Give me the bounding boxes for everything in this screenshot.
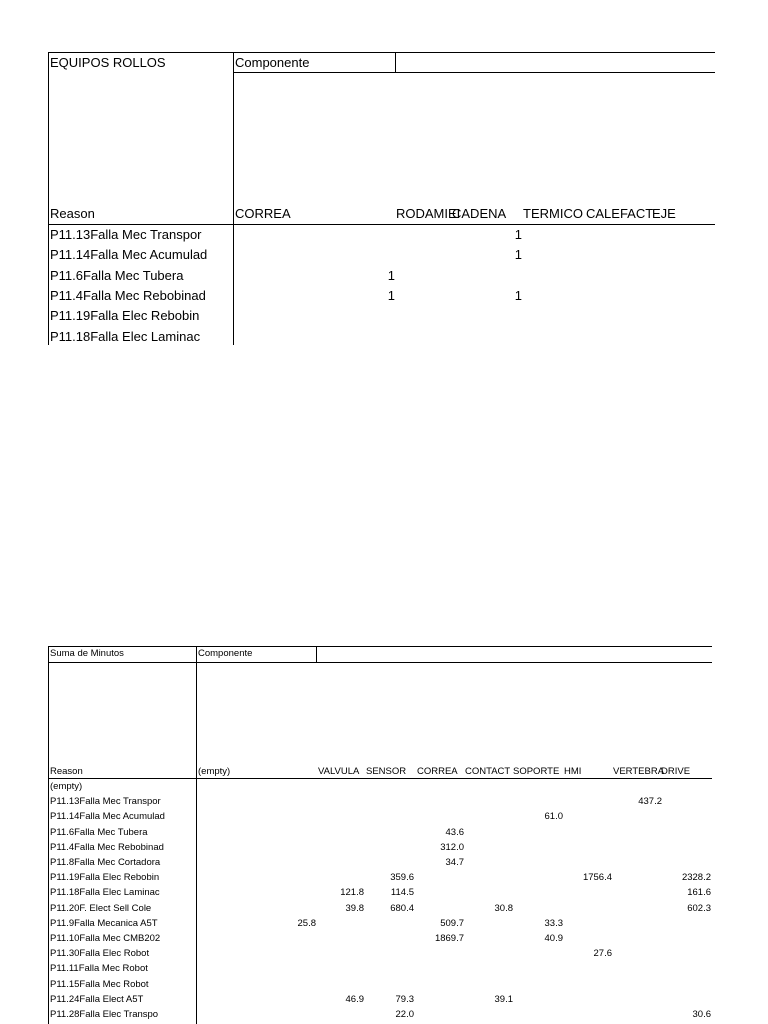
value-cell: 1 [387,287,395,303]
row-label: P11.18Falla Elec Laminac [50,328,201,344]
column-header: TERMICO [523,206,583,221]
column-field-label: Componente [235,55,310,70]
table-top-border [48,646,712,647]
value-cell: 602.3 [687,902,711,914]
column-header: (empty) [198,766,231,777]
value-cell: 2328.2 [681,872,711,884]
row-label-divider [196,646,197,1024]
value-cell: 30.6 [692,1009,711,1020]
value-cell: 437.2 [638,796,662,808]
row-field-label: Reason [50,766,83,777]
row-label: P11.28Falla Elec Transpo [50,1009,159,1020]
column-header: HMI [564,766,582,777]
row-label: P11.11Falla Mec Robot [50,963,148,975]
value-cell: 1 [514,227,522,242]
value-cell: 161.6 [687,887,711,899]
row-label: P11.24Falla Elect A5T [50,993,144,1005]
row-field-label: Reason [50,206,95,221]
row-label: P11.13Falla Mec Transpor [50,227,202,242]
column-header: EJE [652,206,676,221]
value-cell: 509.7 [440,917,464,929]
value-cell: 312.0 [440,841,464,853]
row-header-bottom-border [48,224,715,225]
row-label: P11.6Falla Mec Tubera [50,826,148,838]
column-header: DRIVE [661,766,691,777]
row-label: P11.30Falla Elec Robot [50,948,150,960]
column-header: SOPORTE [513,766,560,777]
header-bottom-border [233,72,715,73]
value-cell: 40.9 [544,933,563,944]
row-label-divider [233,52,234,345]
value-cell: 25.8 [297,917,316,929]
table-top-border [48,52,715,53]
row-label: P11.14Falla Mec Acumulad [50,811,165,823]
value-cell: 22.0 [395,1009,414,1020]
row-label: P11.19Falla Elec Rebobin [50,308,200,324]
value-cell: 34.7 [445,857,464,868]
value-cell: 43.6 [445,826,464,838]
pivot-table-suma-de-minutos [48,646,712,1024]
row-label: P11.19Falla Elec Rebobin [50,872,160,884]
pivot-title: EQUIPOS ROLLOS [50,55,166,70]
column-field-divider [316,646,317,662]
value-cell: 680.4 [390,902,414,914]
value-cell: 46.9 [345,993,364,1005]
row-label: P11.18Falla Elec Laminac [50,887,160,899]
pivot-table-equipos-rollos [48,52,715,345]
column-header: CALEFACT [586,206,654,221]
value-cell: 1 [514,247,522,263]
value-cell: 1869.7 [434,933,464,944]
value-cell: 121.8 [340,887,364,899]
column-field-label: Componente [198,648,253,659]
pivot-title: Suma de Minutos [50,648,124,659]
row-label: P11.20F. Elect Sell Cole [50,902,152,914]
value-cell: 1 [387,267,395,283]
value-cell: 33.3 [544,917,563,929]
header-bottom-border [48,662,712,663]
value-cell: 114.5 [390,887,414,899]
column-header: VERTEBRA [613,766,665,777]
left-border [48,646,49,1024]
column-header: SENSOR [366,766,407,777]
column-header: CONTACT [465,766,511,777]
column-header: VALVULA [318,766,360,777]
column-header: RODAMIEI [396,206,461,221]
left-border [48,52,49,345]
row-label: P11.13Falla Mec Transpor [50,796,161,808]
value-cell: 39.1 [494,993,513,1005]
row-label: P11.15Falla Mec Robot [50,978,149,990]
column-field-divider [395,52,396,72]
row-label: P11.14Falla Mec Acumulad [50,247,208,263]
row-label: P11.4Falla Mec Rebobinad [50,841,164,853]
row-label: P11.8Falla Mec Cortadora [50,857,161,868]
value-cell: 1756.4 [582,872,612,884]
column-header: CORREA [417,766,458,777]
row-label: P11.6Falla Mec Tubera [50,267,184,283]
value-cell: 79.3 [395,993,414,1005]
value-cell: 27.6 [593,948,612,960]
value-cell: 1 [514,287,522,303]
value-cell: 30.8 [494,902,513,914]
column-header: CADENA [452,206,507,221]
value-cell: 61.0 [544,811,563,823]
value-cell: 359.6 [390,872,414,884]
value-cell: 39.8 [345,902,364,914]
row-label: P11.10Falla Mec CMB202 [50,933,161,944]
row-header-bottom-border [48,778,712,779]
row-label: (empty) [50,781,83,792]
row-label: P11.9Falla Mecanica A5T [50,917,158,929]
row-label: P11.4Falla Mec Rebobinad [50,287,206,303]
column-header: CORREA [235,206,291,221]
